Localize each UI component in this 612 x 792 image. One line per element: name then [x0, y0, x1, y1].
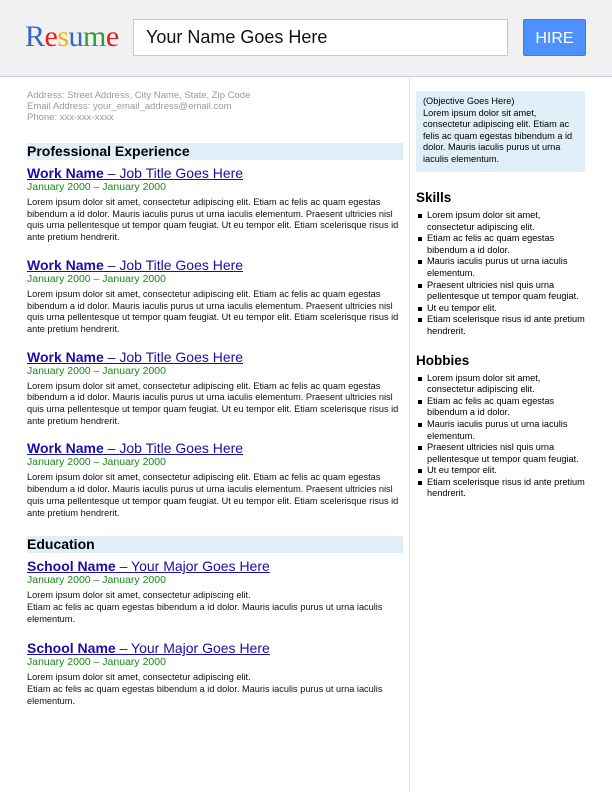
job-title-link[interactable] — [27, 349, 403, 365]
job-description: Lorem ipsum dolor sit amet, consectetur adipiscing elit. Etiam ac felis ac quam egestas bibendum a id dolor. Mauris iaculis purus ut urna iaculis elementum. Praesent ultricies nisl quis urna pellentesque ut tempor quam feugiat. Ut eu tempor elit. Etiam scelerisque risus id ante pretium hendrerit. — [27, 197, 399, 243]
education-heading: Education — [27, 536, 403, 553]
contact-address: Address: Street Address, City Name, State, Zip Code — [27, 90, 251, 101]
job-title: Job Title Goes Here — [119, 256, 244, 273]
column-divider — [409, 77, 410, 792]
school-description-line: Lorem ipsum dolor sit amet, consectetur adipiscing elit. — [27, 590, 251, 601]
job-entry — [27, 257, 403, 336]
resume-logo — [25, 20, 119, 54]
school-description — [27, 590, 403, 625]
work-name: Work Name — [27, 440, 104, 457]
hobbie-item: Etiam scelerisque risus id ante pretium hendrerit. — [416, 477, 585, 500]
job-title: Job Title Goes Here — [119, 165, 244, 181]
hobbies-heading: Hobbies — [416, 352, 470, 368]
job-title-link[interactable] — [27, 165, 403, 181]
job-title: Job Title Goes Here — [119, 348, 244, 365]
logo-letter: e — [44, 20, 58, 53]
job-dates: January 2000 – January 2000 — [27, 364, 166, 377]
work-name: Work Name — [27, 165, 104, 181]
objective-label: (Objective Goes Here) — [423, 96, 515, 106]
skill-item: Praesent ultricies nisl quis urna pellentesque ut tempor quam feugiat. — [416, 280, 585, 303]
school-name: School Name — [27, 558, 116, 575]
school-title-link[interactable] — [27, 640, 403, 656]
job-dates: January 2000 – January 2000 — [27, 181, 166, 193]
job-entry — [27, 349, 403, 428]
school-description-line: Lorem ipsum dolor sit amet, consectetur adipiscing elit. — [27, 672, 251, 683]
school-name: School Name — [27, 640, 116, 657]
major: Your Major Goes Here — [131, 558, 270, 575]
title-separator: – — [115, 640, 132, 657]
job-title-link[interactable] — [27, 257, 403, 273]
skills-heading: Skills — [416, 190, 452, 205]
objective-text: Lorem ipsum dolor sit amet, consectetur adipiscing elit. Etiam ac felis ac quam egestas bibendum a id dolor. Mauris iaculis purus ut urna iaculis elementum. — [423, 107, 573, 164]
title-separator: – — [103, 348, 120, 365]
work-name: Work Name — [27, 256, 104, 273]
logo-letter: e — [105, 20, 119, 53]
job-dates: January 2000 – January 2000 — [27, 272, 166, 285]
hobbie-item: Etiam ac felis ac quam egestas bibendum a id dolor. — [416, 396, 585, 419]
work-name: Work Name — [27, 348, 104, 365]
job-title: Job Title Goes Here — [119, 440, 244, 457]
title-separator: – — [115, 558, 132, 575]
school-title-link[interactable] — [27, 558, 403, 574]
major: Your Major Goes Here — [131, 640, 270, 657]
skill-item: Lorem ipsum dolor sit amet, consectetur adipiscing elit. — [416, 210, 585, 233]
school-entry — [27, 558, 403, 625]
skill-item: Ut eu tempor elit. — [416, 303, 585, 315]
school-description-line: Etiam ac felis ac quam egestas bibendum a id dolor. Mauris iaculis purus ut urna iaculis elementum. — [27, 684, 383, 706]
job-description: Lorem ipsum dolor sit amet, consectetur adipiscing elit. Etiam ac felis ac quam egestas bibendum a id dolor. Mauris iaculis purus ut urna iaculis elementum. Praesent ultricies nisl quis urna pellentesque ut tempor quam feugiat. Ut eu tempor elit. Etiam scelerisque risus id ante pretium hendrerit. — [27, 380, 399, 426]
school-dates: January 2000 – January 2000 — [27, 574, 166, 587]
job-entry — [27, 165, 403, 244]
hobbie-item: Mauris iaculis purus ut urna iaculis elementum. — [416, 419, 585, 442]
title-separator: – — [103, 440, 120, 457]
school-description-line: Etiam ac felis ac quam egestas bibendum a id dolor. Mauris iaculis purus ut urna iaculis elementum. — [27, 601, 383, 624]
logo-letter: s — [57, 20, 69, 53]
skill-item: Etiam scelerisque risus id ante pretium hendrerit. — [416, 314, 585, 337]
hire-button[interactable]: HIRE — [523, 19, 586, 56]
page-header — [0, 0, 612, 77]
experience-list — [27, 165, 403, 519]
skill-item: Mauris iaculis purus ut urna iaculis elementum. — [416, 256, 585, 279]
hobbies-list — [416, 373, 585, 501]
contact-phone: Phone: xxx-xxx-xxxx — [27, 112, 114, 123]
objective-box — [416, 91, 585, 172]
school-dates: January 2000 – January 2000 — [27, 656, 166, 669]
school-description — [27, 672, 403, 707]
job-entry — [27, 440, 403, 519]
hobbie-item: Praesent ultricies nisl quis urna pellentesque ut tempor quam feugiat. — [416, 442, 585, 465]
title-separator: – — [103, 165, 120, 181]
skills-list — [416, 210, 585, 338]
hobbie-item: Lorem ipsum dolor sit amet, consectetur adipiscing elit. — [416, 373, 585, 396]
job-dates: January 2000 – January 2000 — [27, 456, 166, 469]
logo-letter: m — [83, 20, 106, 53]
job-description: Lorem ipsum dolor sit amet, consectetur adipiscing elit. Etiam ac felis ac quam egestas bibendum a id dolor. Mauris iaculis purus ut urna iaculis elementum. Praesent ultricies nisl quis urna pellentesque ut tempor quam feugiat. Ut eu tempor elit. Etiam scelerisque risus id ante pretium hendrerit. — [27, 472, 399, 518]
skill-item: Etiam ac felis ac quam egestas bibendum a id dolor. — [416, 233, 585, 256]
sidebar — [416, 91, 585, 500]
experience-heading: Professional Experience — [27, 143, 403, 160]
contact-info — [27, 90, 403, 123]
contact-email: Email Address: your_email_address@email.com — [27, 101, 232, 112]
education-list — [27, 558, 403, 707]
name-input[interactable]: Your Name Goes Here — [133, 19, 508, 56]
logo-letter: u — [68, 20, 84, 53]
school-entry — [27, 640, 403, 707]
job-description: Lorem ipsum dolor sit amet, consectetur adipiscing elit. Etiam ac felis ac quam egestas bibendum a id dolor. Mauris iaculis purus ut urna iaculis elementum. Praesent ultricies nisl quis urna pellentesque ut tempor quam feugiat. Ut eu tempor elit. Etiam scelerisque risus id ante pretium hendrerit. — [27, 288, 399, 334]
hobbie-item: Ut eu tempor elit. — [416, 465, 585, 477]
job-title-link[interactable] — [27, 440, 403, 456]
main-column — [27, 90, 403, 707]
logo-letter: R — [25, 20, 45, 53]
title-separator: – — [103, 256, 120, 273]
